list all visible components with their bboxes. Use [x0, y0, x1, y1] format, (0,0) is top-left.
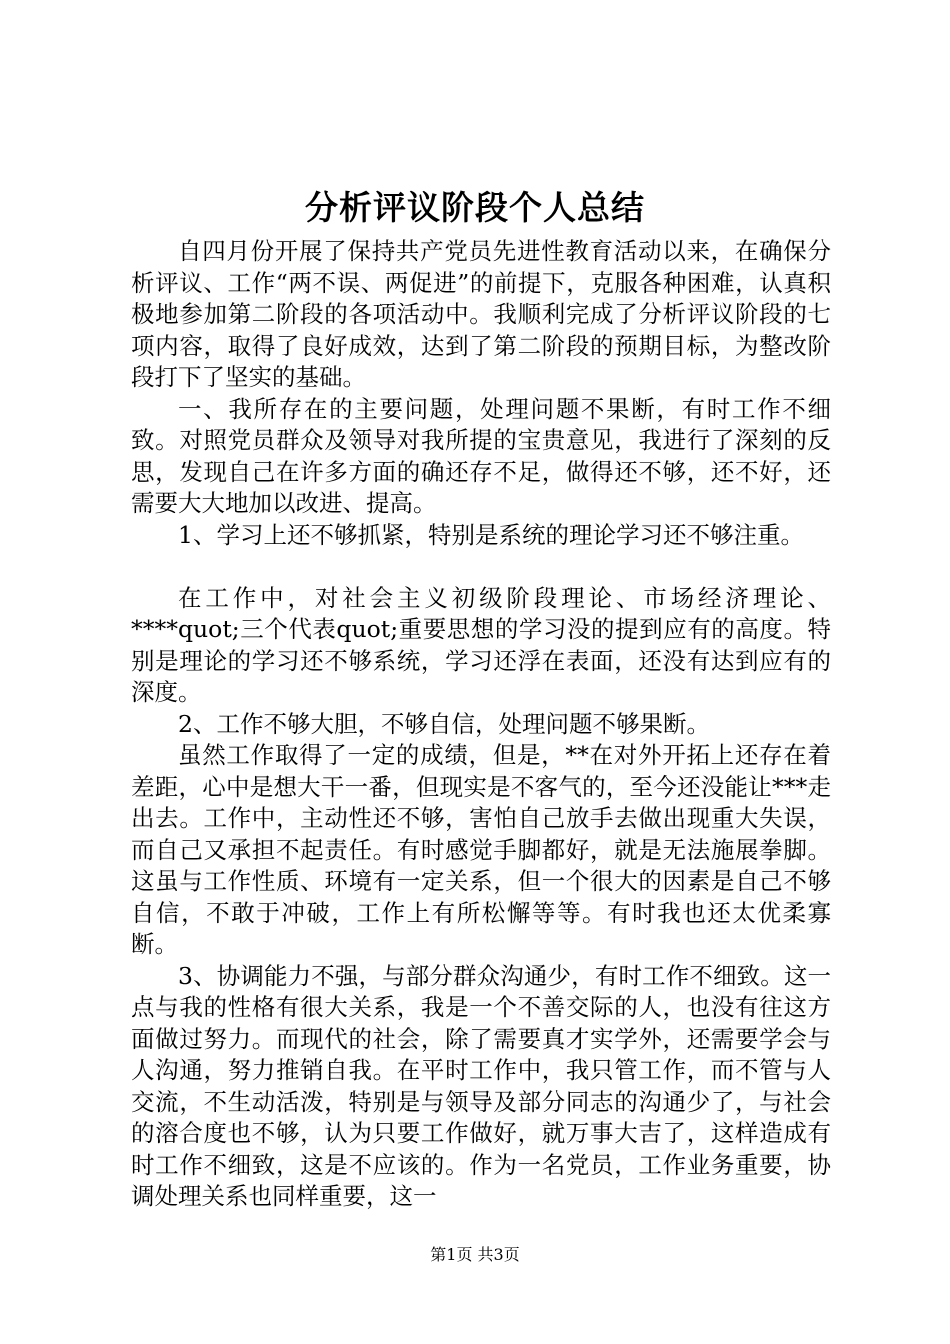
paragraph-intro: 自四月份开展了保持共产党员先进性教育活动以来，在确保分析评议、工作“两不误、两促进”的前提下，克服各种困难，认真积极地参加第二阶段的各项活动中。我顺利完成了分析评议阶段的七项内容，取得了良好成效，达到了第二阶段的预期目标，为整改阶段打下了坚实的基础。 [131, 237, 831, 391]
paragraph-point-2-heading: 2、工作不够大胆，不够自信，处理问题不够果断。 [178, 709, 710, 738]
document-title: 分析评议阶段个人总结 [305, 188, 645, 227]
page-number-footer: 第1页 共3页 [430, 1245, 520, 1264]
document-body [131, 236, 831, 1213]
paragraph-main-problems: 一、我所存在的主要问题，处理问题不果断，有时工作不细致。对照党员群众及领导对我所提的宝贵意见，我进行了深刻的反思，发现自己在许多方面的确还存不足，做得还不够，还不好，还需要大大地加以改进、提高。 [131, 394, 831, 517]
paragraph-point-1-detail: 在工作中，对社会主义初级阶段理论、市场经济理论、****quot;三个代表quot;重要思想的学习没的提到应有的高度。特别是理论的学习还不够系统，学习还浮在表面，还没有达到应有的深度。 [131, 583, 831, 706]
paragraph-point-3: 3、协调能力不强，与部分群众沟通少，有时工作不细致。这一点与我的性格有很大关系，我是一个不善交际的人，也没有往这方面做过努力。而现代的社会，除了需要真才实学外，还需要学会与人沟通，努力推销自我。在平时工作中，我只管工作，而不管与人交流，不生动活泼，特别是与领导及部分同志的沟通少了，与社会的溶合度也不够，认为只要工作做好，就万事大吉了，这样造成有时工作不细致，这是不应该的。作为一名党员，工作业务重要，协调处理关系也同样重要，这一 [131, 961, 831, 1210]
paragraph-point-1-heading: 1、学习上还不够抓紧，特别是系统的理论学习还不够注重。 [178, 520, 804, 549]
paragraph-point-2-detail: 虽然工作取得了一定的成绩，但是，**在对外开拓上还存在着差距，心中是想大干一番，但现实是不客气的，至今还没能让***走出去。工作中，主动性还不够，害怕自己放手去做出现重大失误，而自己又承担不起责任。有时感觉手脚都好，就是无法施展拳脚。这虽与工作性质、环境有一定关系，但一个很大的因素是自己不够自信，不敢于冲破，工作上有所松懈等等。有时我也还太优柔寡断。 [131, 741, 831, 958]
